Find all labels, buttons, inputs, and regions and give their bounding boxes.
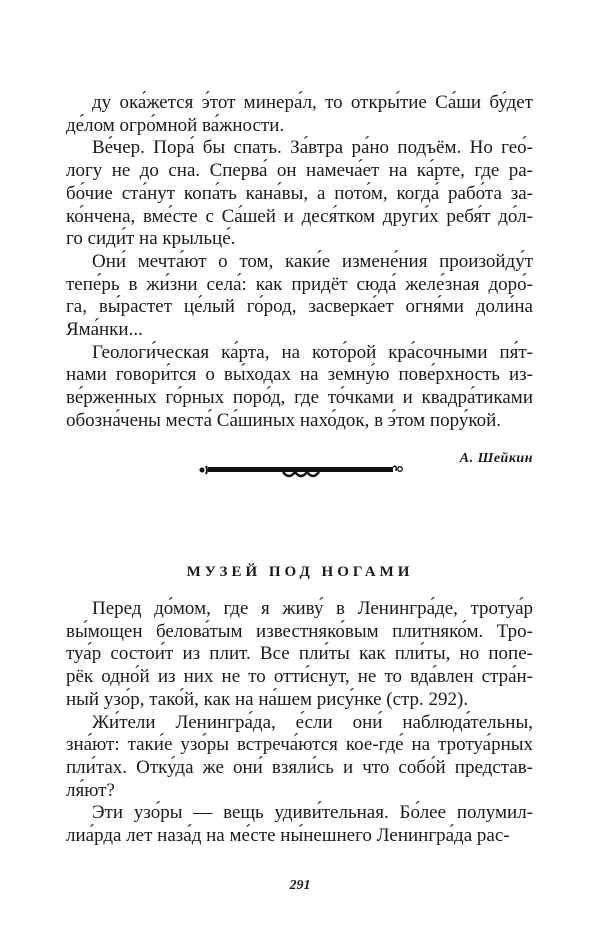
text-line: логу не до сна. Сперва́ он намеча́ет на ка́рте, где ра-: [66, 160, 533, 182]
text-line: Эти узо́ры — вещь удиви́тельная. Бо́лее полумил-: [92, 802, 533, 824]
text-line: ду ока́жется э́тот минера́л, то откры́тие Са́ши бу́дет: [92, 92, 533, 113]
text-line: обозна́чены места́ Са́шиных нахо́док, в э́том пору́кой.: [66, 409, 502, 431]
text-line: Они́ мечта́ют о том, каки́е измене́ния произойду́т: [92, 250, 533, 272]
text-line: нами говори́тся о вы́ходах на земну́ю пове́рхность из-: [66, 364, 533, 386]
text-line: рёк одно́й из них не то отти́снут, не то вда́влен стра́н-: [66, 666, 533, 688]
ornament-divider-icon: [198, 460, 404, 480]
page-number: 291: [289, 878, 311, 893]
text-line: зна́ют: таки́е узо́ры встреча́ются кое-где́ на тротуа́рных: [66, 734, 533, 756]
text-line: Геологи́ческая ка́рта, на кото́рой кра́сочными пя́т-: [92, 341, 533, 363]
text-line: ля́ют?: [66, 779, 115, 801]
text-line: ве́рженных го́рных поро́д, где то́чками и квадра́тиками: [66, 387, 533, 409]
text-line: Яма́нки...: [66, 319, 143, 340]
text-line: бо́чие ста́нут копа́ть кана́вы, а пото́м, когда́ рабо́та за-: [66, 182, 533, 204]
text-line: де́лом огро́мной ва́жности.: [66, 114, 285, 136]
text-line: ный узо́р, тако́й, как на на́шем рису́нке (стр. 292).: [66, 688, 469, 710]
author-signature: А. Шейкин: [459, 451, 533, 466]
text-line: га, вы́растет це́лый го́род, засверка́ет огня́ми доли́на: [66, 296, 533, 318]
text-line: Перед до́мом, где я живу́ в Ленингра́де, тротуа́р: [92, 598, 533, 619]
text-line: ко́нчена, вме́сте с Са́шей и деся́тком други́х ребя́т до́л-: [66, 205, 533, 227]
text-line: вы́мощен белова́тым известняко́вым плитняко́м. Тро-: [66, 620, 533, 642]
text-line: Жи́тели Ленингра́да, е́сли они́ наблюда́тельны,: [92, 711, 533, 733]
text-line: лиа́рда лет наза́д на ме́сте ны́нешнего Ленингра́да рас-: [66, 825, 510, 846]
text-line: Ве́чер. Пора́ бы спать. За́втра ра́но подъём. Но гео́-: [92, 137, 533, 159]
text-line: тепе́рь в жи́зни села́: как придёт сюда́ желе́зная доро́-: [66, 273, 533, 295]
article-title: МУЗЕЙ ПОД НОГАМИ: [186, 564, 414, 580]
text-line: го сиди́т на крыльце́.: [66, 228, 236, 250]
text-line: пли́тах. Отку́да же они́ взяли́сь и что собо́й представ-: [66, 756, 533, 778]
text-line: туа́р состои́т из плит. Все пли́ты как пли́ты, но попе-: [66, 643, 533, 665]
